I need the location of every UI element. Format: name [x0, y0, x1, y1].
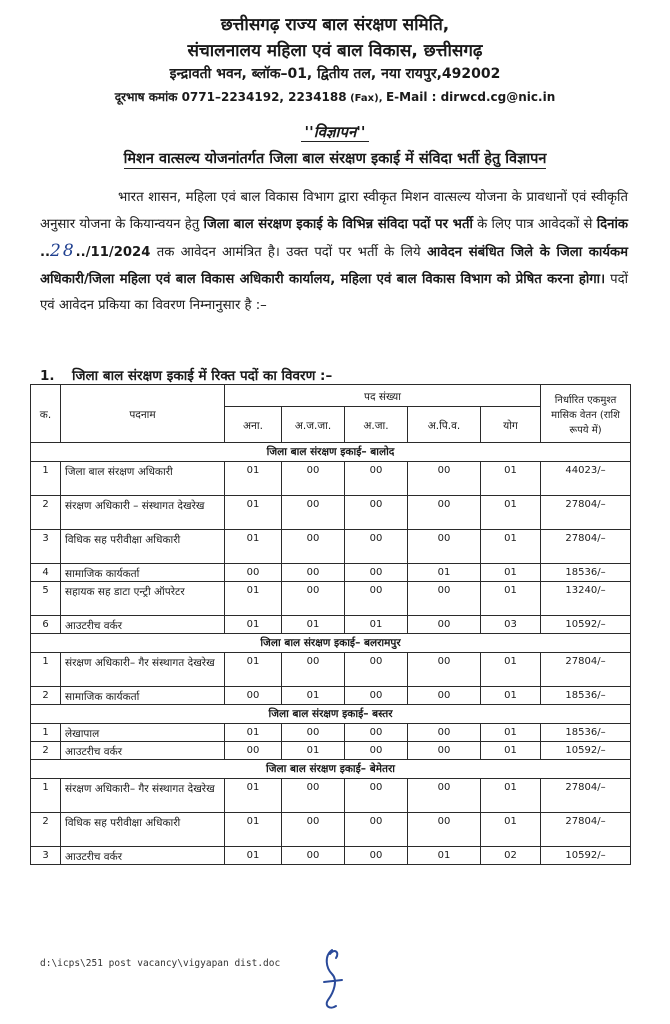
cell-sc: 01 — [345, 616, 408, 634]
cell-st: 01 — [282, 616, 345, 634]
cell-post: संरक्षण अधिकारी– गैर संस्थागत देखरेख — [61, 779, 225, 813]
header-address: इन्द्रावती भवन, ब्लॉक–01, द्वितीय तल, नया रायपुर,492002 — [169, 66, 501, 82]
cell-salary: 27804/– — [541, 530, 631, 564]
cell-salary: 18536/– — [541, 724, 631, 742]
cell-ur: 01 — [225, 847, 282, 865]
cell-sno: 5 — [31, 582, 61, 616]
cell-sc: 00 — [345, 742, 408, 760]
col-head-post: पदनाम — [61, 385, 225, 443]
cell-obc: 00 — [408, 616, 481, 634]
cell-ur: 00 — [225, 564, 282, 582]
table-row — [31, 530, 631, 564]
advertisement-title-text: ''विज्ञापन'' — [301, 123, 370, 142]
col-head-sno: क. — [31, 385, 61, 443]
cell-st: 00 — [282, 582, 345, 616]
cell-obc: 00 — [408, 582, 481, 616]
advertisement-title — [0, 122, 670, 142]
cell-obc: 00 — [408, 742, 481, 760]
cell-salary: 44023/– — [541, 462, 631, 496]
cell-sc: 00 — [345, 724, 408, 742]
para-bold-1: जिला बाल संरक्षण इकाई के विभिन्न संविदा पदों पर भर्ती — [203, 216, 473, 232]
cell-sc: 00 — [345, 462, 408, 496]
cell-post: संरक्षण अधिकारी – संस्थागत देखरेख — [61, 496, 225, 530]
cell-sno: 3 — [31, 847, 61, 865]
cell-sc: 00 — [345, 530, 408, 564]
cell-sc: 00 — [345, 582, 408, 616]
table-row — [31, 653, 631, 687]
cell-ur: 01 — [225, 496, 282, 530]
cell-salary: 18536/– — [541, 687, 631, 705]
district-heading: जिला बाल संरक्षण इकाई– बलरामपुर — [31, 634, 631, 653]
para-text-4: पदों एवं आवेदन प्रकिया का विवरण निम्नानुसार है :– — [40, 271, 628, 313]
cell-salary: 10592/– — [541, 616, 631, 634]
cell-st: 00 — [282, 496, 345, 530]
col-head-obc: अ.पि.व. — [408, 407, 481, 443]
cell-sc: 00 — [345, 687, 408, 705]
cell-sc: 00 — [345, 779, 408, 813]
cell-post: विधिक सह परीवीक्षा अधिकारी — [61, 813, 225, 847]
district-heading-row — [31, 760, 631, 779]
cell-total: 01 — [481, 779, 541, 813]
cell-sno: 1 — [31, 462, 61, 496]
table-row — [31, 779, 631, 813]
para-date-dots-left: .. — [40, 245, 51, 260]
cell-st: 00 — [282, 847, 345, 865]
cell-ur: 01 — [225, 724, 282, 742]
cell-salary: 27804/– — [541, 653, 631, 687]
col-head-post-count: पद संख्या — [225, 385, 541, 407]
cell-obc: 01 — [408, 847, 481, 865]
cell-total: 01 — [481, 653, 541, 687]
table-row — [31, 616, 631, 634]
cell-sno: 6 — [31, 616, 61, 634]
cell-salary: 10592/– — [541, 742, 631, 760]
cell-obc: 00 — [408, 687, 481, 705]
col-head-ur: अना. — [225, 407, 282, 443]
cell-st: 01 — [282, 742, 345, 760]
section-title: जिला बाल संरक्षण इकाई में रिक्त पदों का विवरण :– — [72, 368, 333, 384]
cell-ur: 01 — [225, 530, 282, 564]
cell-post: लेखापाल — [61, 724, 225, 742]
cell-st: 00 — [282, 813, 345, 847]
advertisement-subtitle-text: मिशन वात्सल्य योजनांतर्गत जिला बाल संरक्षण इकाई में संविदा भर्ती हेतु विज्ञापन — [123, 151, 547, 167]
cell-total: 03 — [481, 616, 541, 634]
cell-st: 00 — [282, 724, 345, 742]
header-contact — [0, 88, 670, 105]
table-row — [31, 742, 631, 760]
cell-total: 01 — [481, 462, 541, 496]
cell-salary: 27804/– — [541, 779, 631, 813]
cell-sno: 4 — [31, 564, 61, 582]
cell-st: 00 — [282, 462, 345, 496]
cell-total: 01 — [481, 564, 541, 582]
cell-ur: 01 — [225, 653, 282, 687]
col-head-st: अ.ज.जा. — [282, 407, 345, 443]
para-text-1: भारत शासन, महिला एवं बाल विकास विभाग द्वारा स्वीकृत मिशन वात्सल्य योजना के प्रावधानों एवं स्वीकृति अनुसार योजना के कियान्वयन हेतु — [40, 190, 628, 232]
cell-post: आउटरीच वर्कर — [61, 616, 225, 634]
table-row — [31, 582, 631, 616]
table-row — [31, 496, 631, 530]
cell-post: संरक्षण अधिकारी– गैर संस्थागत देखरेख — [61, 653, 225, 687]
cell-salary: 27804/– — [541, 496, 631, 530]
handwritten-date: 28 — [50, 241, 76, 261]
header-org-name: छत्तीसगढ़ राज्य बाल संरक्षण समिति, — [220, 15, 450, 35]
cell-total: 01 — [481, 530, 541, 564]
cell-obc: 00 — [408, 462, 481, 496]
cell-st: 00 — [282, 530, 345, 564]
cell-ur: 01 — [225, 616, 282, 634]
cell-ur: 01 — [225, 582, 282, 616]
cell-salary: 13240/– — [541, 582, 631, 616]
table-row — [31, 564, 631, 582]
header-email: E-Mail : dirwcd.cg@nic.in — [385, 90, 556, 104]
cell-sc: 00 — [345, 496, 408, 530]
cell-sc: 00 — [345, 847, 408, 865]
district-heading: जिला बाल संरक्षण इकाई– बेमेतरा — [31, 760, 631, 779]
cell-total: 02 — [481, 847, 541, 865]
cell-obc: 00 — [408, 724, 481, 742]
cell-obc: 00 — [408, 496, 481, 530]
table-row — [31, 847, 631, 865]
header-fax-label: (Fax), — [346, 93, 386, 104]
header-directorate: संचालनालय महिला एवं बाल विकास, छत्तीसगढ़ — [187, 41, 483, 61]
para-date-month-year: /11/2024 — [85, 245, 151, 260]
header-phone: दूरभाष कमांक 0771–2234192, 2234188 — [114, 90, 347, 104]
section-heading — [40, 366, 332, 384]
para-date-dots-right: .. — [75, 245, 86, 260]
cell-ur: 00 — [225, 687, 282, 705]
district-heading-row — [31, 705, 631, 724]
cell-post: आउटरीच वर्कर — [61, 847, 225, 865]
cell-salary: 27804/– — [541, 813, 631, 847]
district-heading-row — [31, 443, 631, 462]
col-head-salary: निर्धारित एकमुश्त मासिक वेतन (राशि रूपये में) — [541, 385, 631, 443]
cell-sno: 1 — [31, 653, 61, 687]
cell-sno: 1 — [31, 779, 61, 813]
vacancy-table — [30, 384, 631, 865]
cell-post: सामाजिक कार्यकर्ता — [61, 687, 225, 705]
table-row — [31, 724, 631, 742]
cell-total: 01 — [481, 496, 541, 530]
vacancy-table-body — [31, 443, 631, 865]
cell-total: 01 — [481, 687, 541, 705]
cell-sno: 2 — [31, 687, 61, 705]
signature-mark — [312, 946, 352, 1016]
cell-ur: 01 — [225, 462, 282, 496]
cell-ur: 00 — [225, 742, 282, 760]
district-heading-row — [31, 634, 631, 653]
cell-obc: 00 — [408, 779, 481, 813]
cell-sc: 00 — [345, 813, 408, 847]
file-path-footer: d:\icps\251 post vacancy\vigyapan dist.doc — [40, 958, 281, 969]
para-bold-2: आवेदन संबंधित जिले के जिला कार्यकम अधिकारी/जिला महिला एवं बाल विकास अधिकारी कार्यालय, महिला एवं बाल विकास विभाग को प्रेषित करना होगा। — [40, 245, 629, 287]
cell-post: आउटरीच वर्कर — [61, 742, 225, 760]
table-row — [31, 687, 631, 705]
cell-sno: 2 — [31, 496, 61, 530]
cell-obc: 00 — [408, 530, 481, 564]
advertisement-subtitle — [0, 148, 670, 168]
advertisement-paragraph — [40, 185, 628, 320]
table-header-row-1 — [31, 385, 631, 407]
section-number: 1. — [40, 368, 55, 384]
cell-obc: 00 — [408, 653, 481, 687]
cell-sno: 1 — [31, 724, 61, 742]
table-row — [31, 813, 631, 847]
col-head-total: योग — [481, 407, 541, 443]
para-text-2: के लिए पात्र आवेदकों से — [472, 216, 597, 232]
cell-sc: 00 — [345, 564, 408, 582]
cell-total: 01 — [481, 582, 541, 616]
para-text-3: तक आवेदन आमंत्रित है। उक्त पदों पर भर्ती के लिये — [150, 245, 427, 260]
district-heading: जिला बाल संरक्षण इकाई– बस्तर — [31, 705, 631, 724]
cell-obc: 00 — [408, 813, 481, 847]
cell-st: 00 — [282, 779, 345, 813]
cell-obc: 01 — [408, 564, 481, 582]
cell-sno: 2 — [31, 742, 61, 760]
district-heading: जिला बाल संरक्षण इकाई– बालोद — [31, 443, 631, 462]
cell-sc: 00 — [345, 653, 408, 687]
cell-total: 01 — [481, 724, 541, 742]
cell-ur: 01 — [225, 813, 282, 847]
cell-total: 01 — [481, 742, 541, 760]
col-head-sc: अ.जा. — [345, 407, 408, 443]
cell-post: विधिक सह परीवीक्षा अधिकारी — [61, 530, 225, 564]
cell-sno: 3 — [31, 530, 61, 564]
cell-salary: 18536/– — [541, 564, 631, 582]
cell-sno: 2 — [31, 813, 61, 847]
cell-post: सामाजिक कार्यकर्ता — [61, 564, 225, 582]
cell-total: 01 — [481, 813, 541, 847]
cell-post: जिला बाल संरक्षण अधिकारी — [61, 462, 225, 496]
cell-post: सहायक सह डाटा एन्ट्री ऑपरेटर — [61, 582, 225, 616]
para-date-label: दिनांक — [596, 216, 628, 232]
cell-st: 00 — [282, 564, 345, 582]
cell-salary: 10592/– — [541, 847, 631, 865]
cell-ur: 01 — [225, 779, 282, 813]
cell-st: 00 — [282, 653, 345, 687]
table-row — [31, 462, 631, 496]
cell-st: 01 — [282, 687, 345, 705]
